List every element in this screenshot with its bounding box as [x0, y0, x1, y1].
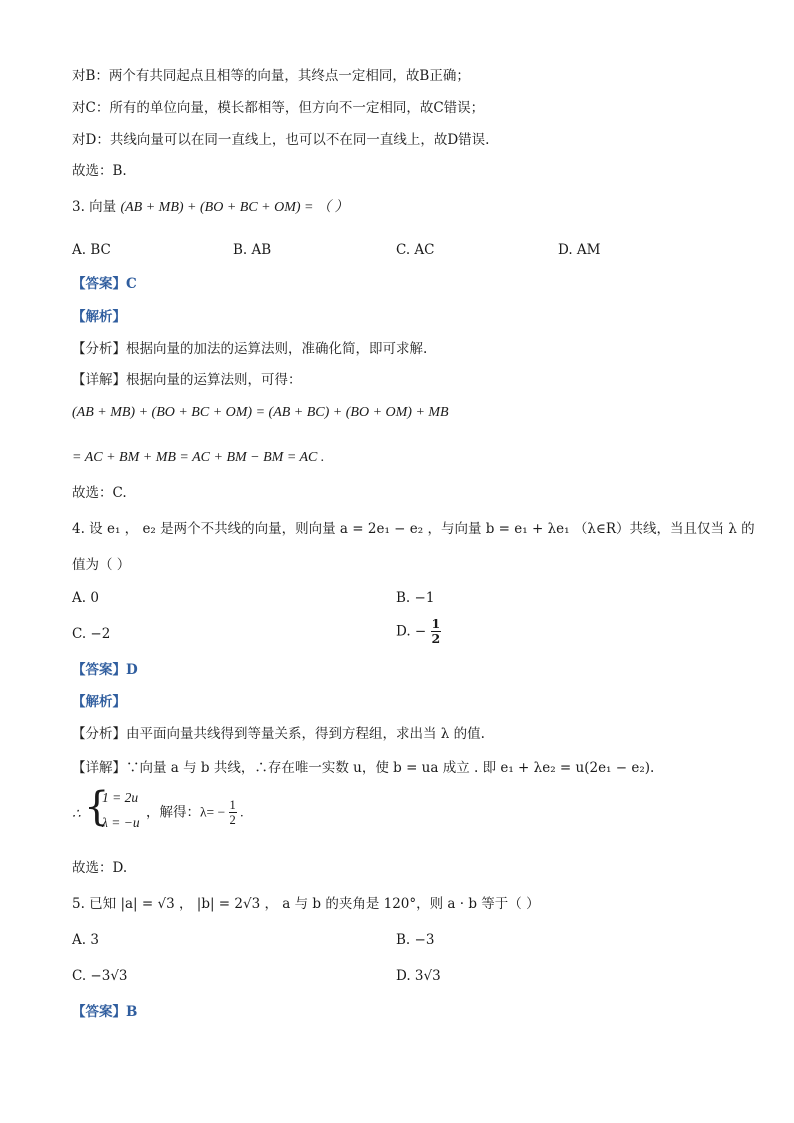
q4-stem-line-2: 值为（ ） [72, 557, 131, 573]
q3-option-c: C. AC [396, 242, 435, 258]
q4-system-solution [146, 798, 244, 827]
q3-expression: (AB + MB) + (BO + BC + OM) = （ ） [120, 200, 349, 215]
q4-system-row-2: λ = −u [102, 815, 140, 830]
q4-option-d-fraction [431, 617, 442, 646]
q4-choice: 故选：D. [72, 860, 128, 876]
q3-option-d: D. AM [558, 242, 601, 258]
q4-analysis: 【分析】由平面向量共线得到等量关系，得到方程组，求出当 λ 的值. [72, 726, 485, 742]
q4-option-d [396, 617, 441, 646]
q3-step-2: = AC + BM + MB = AC + BM − BM = AC . [72, 450, 325, 465]
q4-detail: 【详解】∵向量 a 与 b 共线，∴存在唯一实数 u，使 b = ua 成立 . 即 e₁ + λe₂ = u(2e₁ − e₂). [72, 760, 655, 776]
q4-option-d-prefix: D. − [396, 623, 427, 640]
q4-solution-fraction [229, 798, 237, 827]
q3-answer [72, 274, 137, 294]
q5-stem: 5. 已知 |a| = √3 ， |b| = 2√3 ， a 与 b 的夹角是 120°，则 a · b 等于（ ） [72, 896, 540, 912]
q3-analysis: 【分析】根据向量的加法的运算法则，准确化简，即可求解. [72, 341, 428, 357]
q4-solution-numerator: 1 [229, 798, 236, 812]
q5-option-c: C. −3√3 [72, 968, 128, 984]
q5-answer: 【答案】B [72, 1004, 138, 1020]
q3-option-a: A. BC [72, 242, 111, 258]
q3-detail: 【详解】根据向量的运算法则，可得： [72, 372, 302, 388]
q4-option-d-denominator: 2 [431, 631, 441, 646]
q4-solution-text: ，解得：λ= − [146, 804, 226, 820]
q4-option-b: B. −1 [396, 590, 435, 606]
q4-system-prefix: ∴ [72, 806, 81, 821]
previous-choice: 故选：B. [72, 163, 127, 179]
q4-answer: 【答案】D [72, 662, 138, 678]
q3-stem [72, 197, 349, 218]
q5-option-b: B. −3 [396, 932, 435, 948]
q3-stem-prefix: 3. 向量 [72, 199, 117, 215]
option-d-explanation: 对D：共线向量可以在同一直线上，也可以不在同一直线上，故D错误. [72, 132, 490, 148]
q4-solution-end: . [240, 804, 244, 820]
q3-answer-text: 【答案】C [72, 276, 137, 292]
option-c-explanation: 对C：所有的单位向量，模长都相等，但方向不一定相同，故C错误； [72, 100, 485, 116]
q3-choice: 故选：C. [72, 485, 127, 501]
q5-option-a: A. 3 [72, 932, 99, 948]
q4-solution-denominator: 2 [229, 813, 236, 827]
q4-option-a: A. 0 [72, 590, 99, 606]
q4-analysis-tag: 【解析】 [72, 694, 126, 710]
q3-option-b: B. AB [233, 242, 272, 258]
q4-stem-line-1: 4. 设 e₁ ， e₂ 是两个不共线的向量，则向量 a = 2e₁ − e₂ ，与向量 b = e₁ + λe₁ （λ∈R）共线，当且仅当 λ 的 [72, 521, 755, 537]
q5-option-d: D. 3√3 [396, 968, 441, 984]
q4-system-brace: { [84, 784, 110, 830]
q3-analysis-tag: 【解析】 [72, 309, 126, 325]
q4-system-row-1: 1 = 2u [102, 790, 139, 805]
q3-step-1: (AB + MB) + (BO + BC + OM) = (AB + BC) + (BO + OM) + MB [72, 405, 449, 420]
option-b-explanation: 对B：两个有共同起点且相等的向量，其终点一定相同，故B正确； [72, 68, 470, 84]
q4-option-d-numerator: 1 [431, 616, 441, 631]
q4-option-c: C. −2 [72, 626, 111, 642]
